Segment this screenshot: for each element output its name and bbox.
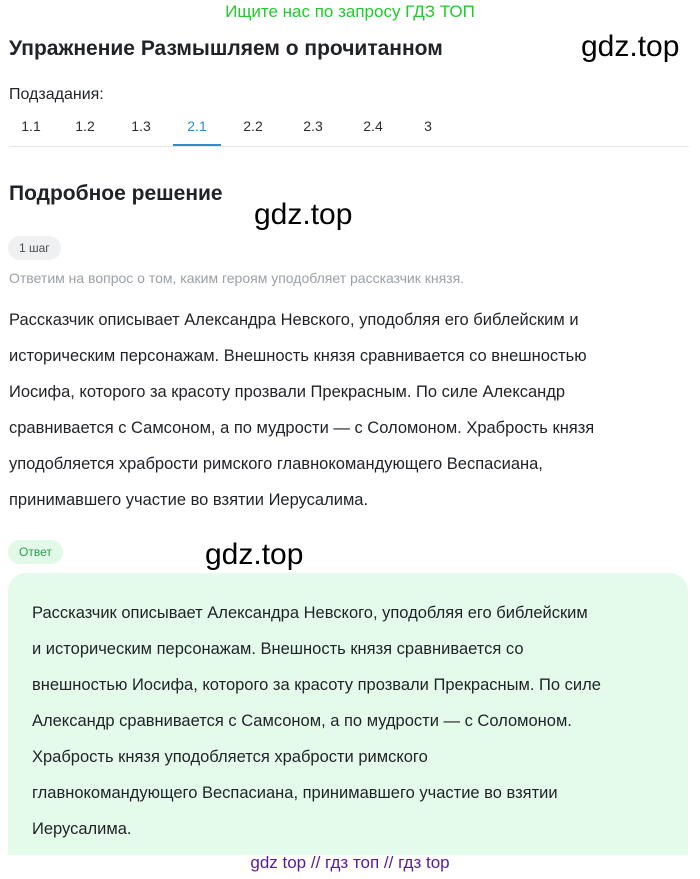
answer-line: Рассказчик описывает Александра Невского, уподобляя его библейским [32, 604, 588, 622]
watermark: gdz.top [254, 198, 353, 231]
watermark: gdz.top [205, 538, 304, 571]
footer-link[interactable]: гдз топ [325, 853, 380, 872]
solution-line: историческим персонажам. Внешность князя сравнивается со внешностью [9, 347, 587, 365]
tab-2-1[interactable]: 2.1 [173, 108, 221, 146]
answer-box [8, 573, 688, 855]
answer-badge: Ответ [8, 540, 63, 564]
footer-link[interactable]: гдз top [398, 853, 450, 872]
answer-line: внешностью Иосифа, которого за красоту прозвали Прекрасным. По силе [32, 676, 601, 694]
solution-line: Иосифа, которого за красоту прозвали Прекрасным. По силе Александр [9, 383, 566, 401]
solution-title: Подробное решение [9, 182, 223, 205]
tab-1-1[interactable]: 1.1 [21, 118, 41, 134]
footer-separator: // [310, 853, 321, 872]
search-hint-banner: Ищите нас по запросу ГДЗ ТОП [225, 2, 475, 21]
answer-text [32, 595, 668, 847]
answer-line: Иерусалима. [32, 820, 132, 838]
subtask-tabs [9, 108, 689, 147]
tab-1-3[interactable]: 1.3 [131, 118, 151, 134]
answer-line: Храбрость князя уподобляется храбрости римского [32, 748, 428, 766]
answer-line: Александр сравнивается с Самсоном, а по мудрости — с Соломоном. [32, 712, 572, 730]
step-badge: 1 шаг [8, 236, 61, 260]
page-title: Упражнение Размышляем о прочитанном [9, 37, 443, 60]
solution-line: принимавшего участие во взятии Иерусалима. [9, 491, 369, 509]
solution-text [9, 302, 681, 518]
footer-links [0, 853, 700, 873]
solution-line: сравнивается с Самсоном, а по мудрости — с Соломоном. Храбрость князя [9, 419, 595, 437]
footer-separator: // [383, 853, 394, 872]
answer-line: и историческим персонажам. Внешность князя сравнивается со [32, 640, 524, 658]
answer-line: главнокомандующего Веспасиана, принимавшего участие во взятии [32, 784, 558, 802]
step-question: Ответим на вопрос о том, каким героям уподобляет рассказчик князя. [9, 270, 465, 286]
tab-2-4[interactable]: 2.4 [363, 118, 383, 134]
tab-1-2[interactable]: 1.2 [75, 118, 95, 134]
watermark: gdz.top [581, 30, 680, 63]
footer-link[interactable]: gdz top [250, 853, 307, 872]
tab-2-2[interactable]: 2.2 [243, 118, 263, 134]
tab-2-3[interactable]: 2.3 [303, 118, 323, 134]
subtasks-label: Подзадания: [9, 86, 104, 103]
tab-3[interactable]: 3 [424, 118, 432, 134]
solution-line: уподобляется храбрости римского главнокомандующего Веспасиана, [9, 455, 543, 473]
solution-line: Рассказчик описывает Александра Невского, уподобляя его библейским и [9, 311, 579, 329]
